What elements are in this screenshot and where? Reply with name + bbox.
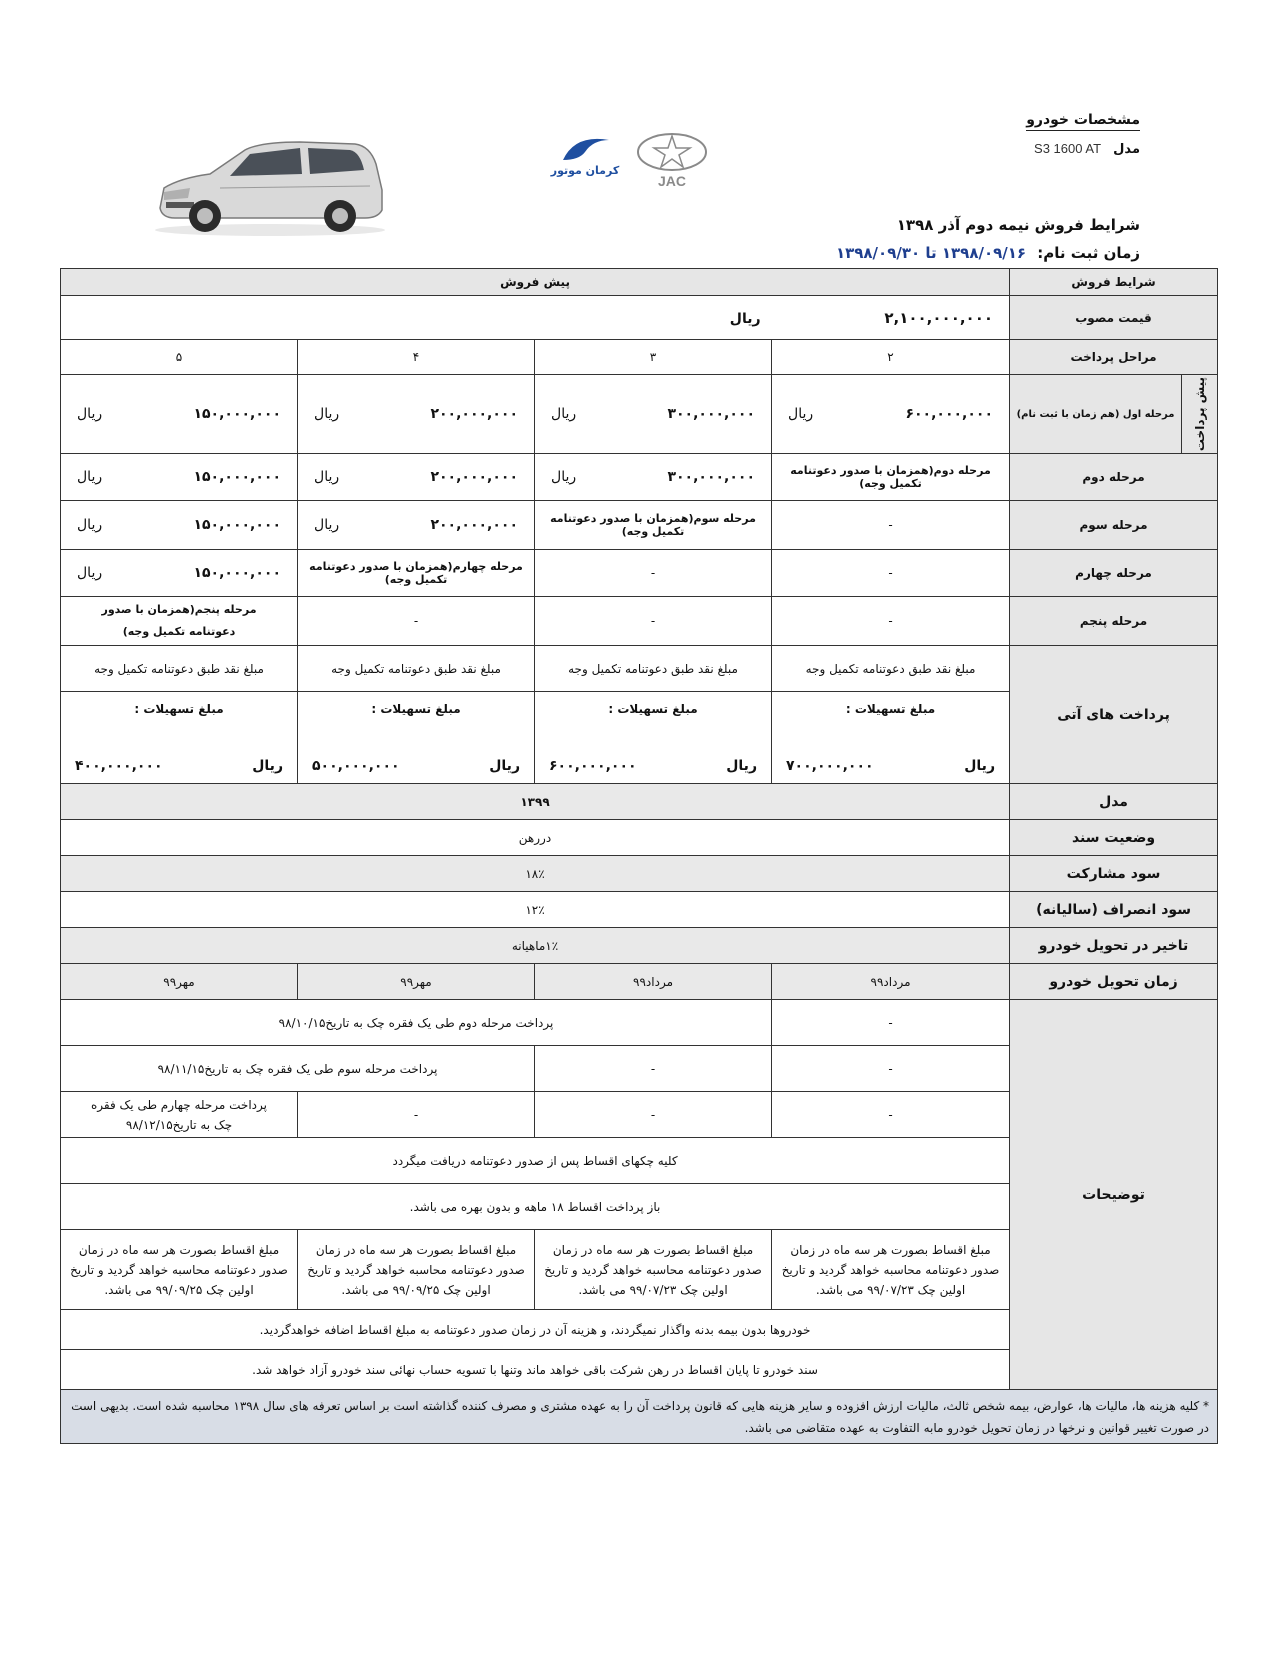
model-row-value: ۱۳۹۹ <box>61 784 1010 820</box>
amount-value: ۳۰۰,۰۰۰,۰۰۰ <box>667 406 756 423</box>
table-row <box>61 1000 1218 1046</box>
payment-stages-label: مراحل پرداخت <box>1010 340 1218 375</box>
facility-unit: ریال <box>489 757 521 774</box>
note-installment: مبلغ اقساط بصورت هر سه ماه در زمان صدور دعوتنامه محاسبه خواهد گردید و تاریخ اولین چک ۹۹/۰۹/۲۵ می باشد. <box>298 1230 535 1310</box>
empty-cell: - <box>535 597 772 646</box>
note-installment: مبلغ اقساط بصورت هر سه ماه در زمان صدور دعوتنامه محاسبه خواهد گردید و تاریخ اولین چک ۹۹/۰۹/۲۵ می باشد. <box>61 1230 298 1310</box>
amount-unit: ریال <box>551 406 577 423</box>
document-header <box>0 0 1280 270</box>
registration-label: زمان ثبت نام: <box>1037 244 1140 262</box>
delivery-value: مرداد۹۹ <box>535 964 772 1000</box>
empty-cell: - <box>772 597 1010 646</box>
stage2-text: مرحله دوم(همزمان با صدور دعوتنامه تکمیل وجه) <box>772 454 1010 501</box>
approved-price-label: قیمت مصوب <box>1010 296 1218 340</box>
table-row <box>61 1390 1218 1444</box>
profit-label: سود مشارکت <box>1010 856 1218 892</box>
notes-label: توضیحات <box>1010 1000 1218 1390</box>
delivery-label: زمان تحویل خودرو <box>1010 964 1218 1000</box>
amount-unit: ریال <box>551 469 577 486</box>
amount-value: ۳۰۰,۰۰۰,۰۰۰ <box>667 469 756 486</box>
amount-unit: ریال <box>314 406 340 423</box>
table-row <box>61 340 1218 375</box>
note-document: سند خودرو تا پایان اقساط در رهن شرکت باقی خواهد ماند وتنها با تسویه حساب نهائی سند خودرو آزاد خواهد شد. <box>61 1350 1010 1390</box>
amount-unit: ریال <box>77 517 103 534</box>
empty-cell: - <box>772 1000 1010 1046</box>
cash-text: مبلغ نقد طبق دعوتنامه تکمیل وجه <box>61 646 298 692</box>
empty-cell: - <box>772 1092 1010 1138</box>
facility-unit: ریال <box>726 757 758 774</box>
empty-cell: - <box>298 1092 535 1138</box>
presale-label: پیش فروش <box>61 269 1010 296</box>
registration-dates: ۱۳۹۸/۰۹/۱۶ تا ۱۳۹۸/۰۹/۳۰ <box>835 244 1027 262</box>
facility-amount: ۶۰۰,۰۰۰,۰۰۰ <box>549 757 637 774</box>
facility-label: مبلغ تسهیلات : <box>371 701 461 716</box>
note-repayment: باز پرداخت اقساط ۱۸ ماهه و بدون بهره می باشد. <box>61 1184 1010 1230</box>
facility-cell <box>772 692 1010 784</box>
note-stage2: پرداخت مرحله دوم طی یک فقره چک به تاریخ۹۸/۱۰/۱۵ <box>61 1000 772 1046</box>
facility-label: مبلغ تسهیلات : <box>845 701 936 716</box>
stage-number: ۵ <box>61 340 298 375</box>
delay-label: تاخیر در تحویل خودرو <box>1010 928 1218 964</box>
stage1-amount-cell <box>61 375 298 454</box>
note-stage3: پرداخت مرحله سوم طی یک فقره چک به تاریخ۹۸/۱۱/۱۵ <box>61 1046 535 1092</box>
approved-price-cell <box>61 296 1010 340</box>
stage2-amount-cell <box>61 454 298 501</box>
stage-number: ۳ <box>535 340 772 375</box>
amount-unit: ریال <box>314 469 340 486</box>
stage5-label: مرحله پنجم <box>1010 597 1218 646</box>
table-row <box>61 964 1218 1000</box>
facility-label: مبلغ تسهیلات : <box>608 701 698 716</box>
amount-unit: ریال <box>788 406 814 423</box>
table-row <box>61 928 1218 964</box>
stage4-amount-cell <box>61 550 298 597</box>
stage4-text: مرحله چهارم(همزمان با صدور دعوتنامه تکمیل وجه) <box>298 550 535 597</box>
stage1-amount-cell <box>772 375 1010 454</box>
prepay-vertical-label: پیش پرداخت <box>1182 375 1218 454</box>
amount-value: ۲۰۰,۰۰۰,۰۰۰ <box>430 517 519 534</box>
stage3-label: مرحله سوم <box>1010 501 1218 550</box>
note-installment: مبلغ اقساط بصورت هر سه ماه در زمان صدور دعوتنامه محاسبه خواهد گردید و تاریخ اولین چک ۹۹/۰۷/۲۳ می باشد. <box>535 1230 772 1310</box>
facility-label: مبلغ تسهیلات : <box>134 701 224 716</box>
note-cheques: کلیه چکهای اقساط پس از صدور دعوتنامه دریافت میگردد <box>61 1138 1010 1184</box>
future-payments-label: پرداخت های آتی <box>1010 646 1218 784</box>
delivery-value: مهر۹۹ <box>298 964 535 1000</box>
profit-value: ۱۸٪ <box>61 856 1010 892</box>
car-image <box>150 130 390 240</box>
stage2-label: مرحله دوم <box>1010 454 1218 501</box>
table-row <box>61 646 1218 692</box>
cancel-value: ۱۲٪ <box>61 892 1010 928</box>
table-row <box>61 501 1218 550</box>
jac-logo-icon <box>632 130 712 190</box>
empty-cell: - <box>772 550 1010 597</box>
note-insurance: خودروها بدون بیمه بدنه واگذار نمیگردند، و هزینه آن در زمان صدور دعوتنامه به مبلغ اقساط اضافه خواهدگردید. <box>61 1310 1010 1350</box>
amount-value: ۱۵۰,۰۰۰,۰۰۰ <box>193 565 282 582</box>
stage1-amount-cell <box>535 375 772 454</box>
approved-price-unit: ریال <box>729 310 761 327</box>
stage5-text: مرحله پنجم(همزمان با صدور دعوتنامه تکمیل وجه) <box>61 597 298 646</box>
stage3-amount-cell <box>298 501 535 550</box>
stage3-text: مرحله سوم(همزمان با صدور دعوتنامه تکمیل وجه) <box>535 501 772 550</box>
amount-unit: ریال <box>77 406 103 423</box>
empty-cell: - <box>535 1046 772 1092</box>
stage1-amount-cell <box>298 375 535 454</box>
jac-logo-text: JAC <box>657 173 687 189</box>
amount-unit: ریال <box>77 469 103 486</box>
empty-cell: - <box>535 550 772 597</box>
sales-terms-table <box>60 268 1218 1444</box>
facility-amount: ۴۰۰,۰۰۰,۰۰۰ <box>75 757 163 774</box>
empty-cell: - <box>298 597 535 646</box>
note-stage4: پرداخت مرحله چهارم طی یک فقره چک به تاریخ۹۸/۱۲/۱۵ <box>61 1092 298 1138</box>
amount-unit: ریال <box>314 517 340 534</box>
empty-cell: - <box>772 1046 1010 1092</box>
table-row <box>61 892 1218 928</box>
approved-price-value: ۲,۱۰۰,۰۰۰,۰۰۰ <box>884 308 994 327</box>
model-line <box>1034 141 1140 157</box>
stage3-amount-cell <box>61 501 298 550</box>
stage2-amount-cell <box>298 454 535 501</box>
empty-cell: - <box>772 501 1010 550</box>
amount-value: ۲۰۰,۰۰۰,۰۰۰ <box>430 406 519 423</box>
model-value: S3 1600 AT <box>1034 141 1102 156</box>
delivery-value: مرداد۹۹ <box>772 964 1010 1000</box>
sale-title: شرایط فروش نیمه دوم آذر ۱۳۹۸ <box>896 216 1140 234</box>
delay-value: ۱٪ماهیانه <box>61 928 1010 964</box>
amount-value: ۱۵۰,۰۰۰,۰۰۰ <box>193 406 282 423</box>
delivery-value: مهر۹۹ <box>61 964 298 1000</box>
stage2-amount-cell <box>535 454 772 501</box>
table-row <box>61 269 1218 296</box>
cash-text: مبلغ نقد طبق دعوتنامه تکمیل وجه <box>772 646 1010 692</box>
table-row <box>61 856 1218 892</box>
kerman-logo-text: کرمان موتور <box>550 164 620 177</box>
doc-status-label: وضعیت سند <box>1010 820 1218 856</box>
amount-value: ۶۰۰,۰۰۰,۰۰۰ <box>905 406 994 423</box>
cancel-label: سود انصراف (سالیانه) <box>1010 892 1218 928</box>
facility-unit: ریال <box>252 757 284 774</box>
table-row <box>61 375 1218 454</box>
facility-amount: ۷۰۰,۰۰۰,۰۰۰ <box>786 757 874 774</box>
cash-text: مبلغ نقد طبق دعوتنامه تکمیل وجه <box>298 646 535 692</box>
doc-status-value: دررهن <box>61 820 1010 856</box>
facility-cell <box>61 692 298 784</box>
stage-number: ۲ <box>772 340 1010 375</box>
table-row <box>61 296 1218 340</box>
note-installment: مبلغ اقساط بصورت هر سه ماه در زمان صدور دعوتنامه محاسبه خواهد گردید و تاریخ اولین چک ۹۹/۰۷/۲۳ می باشد. <box>772 1230 1010 1310</box>
facility-cell <box>298 692 535 784</box>
stage4-label: مرحله چهارم <box>1010 550 1218 597</box>
spec-title: مشخصات خودرو <box>1026 112 1140 131</box>
table-row <box>61 550 1218 597</box>
model-label: مدل <box>1113 142 1140 157</box>
table-row <box>61 454 1218 501</box>
table-row <box>61 784 1218 820</box>
cash-text: مبلغ نقد طبق دعوتنامه تکمیل وجه <box>535 646 772 692</box>
footnote: * کلیه هزینه ها، مالیات ها، عوارض، بیمه شخص ثالث، مالیات ارزش افزوده و سایر هزینه هایی که قانون پرداخت آن را به عهده مشتری و مصرف کننده گذاشته است بر اساس تعرفه های سال ۱۳۹۸ محاسبه شده است. بدیهی است در صورت تغییر قوانین و نرخها در زمان تحویل خودرو مابه التفاوت به عهده متقاضی می باشد. <box>61 1390 1218 1444</box>
amount-value: ۱۵۰,۰۰۰,۰۰۰ <box>193 517 282 534</box>
facility-unit: ریال <box>964 757 996 774</box>
registration-line <box>836 244 1140 262</box>
stage-number: ۴ <box>298 340 535 375</box>
table-row <box>61 597 1218 646</box>
facility-cell <box>535 692 772 784</box>
sale-terms-label: شرایط فروش <box>1010 269 1218 296</box>
amount-unit: ریال <box>77 565 103 582</box>
amount-value: ۱۵۰,۰۰۰,۰۰۰ <box>193 469 282 486</box>
facility-amount: ۵۰۰,۰۰۰,۰۰۰ <box>312 757 400 774</box>
model-row-label: مدل <box>1010 784 1218 820</box>
empty-cell: - <box>535 1092 772 1138</box>
stage1-label: مرحله اول (هم زمان با ثبت نام) <box>1010 375 1182 454</box>
table-row <box>61 820 1218 856</box>
kerman-motor-logo-icon <box>545 130 625 180</box>
amount-value: ۲۰۰,۰۰۰,۰۰۰ <box>430 469 519 486</box>
